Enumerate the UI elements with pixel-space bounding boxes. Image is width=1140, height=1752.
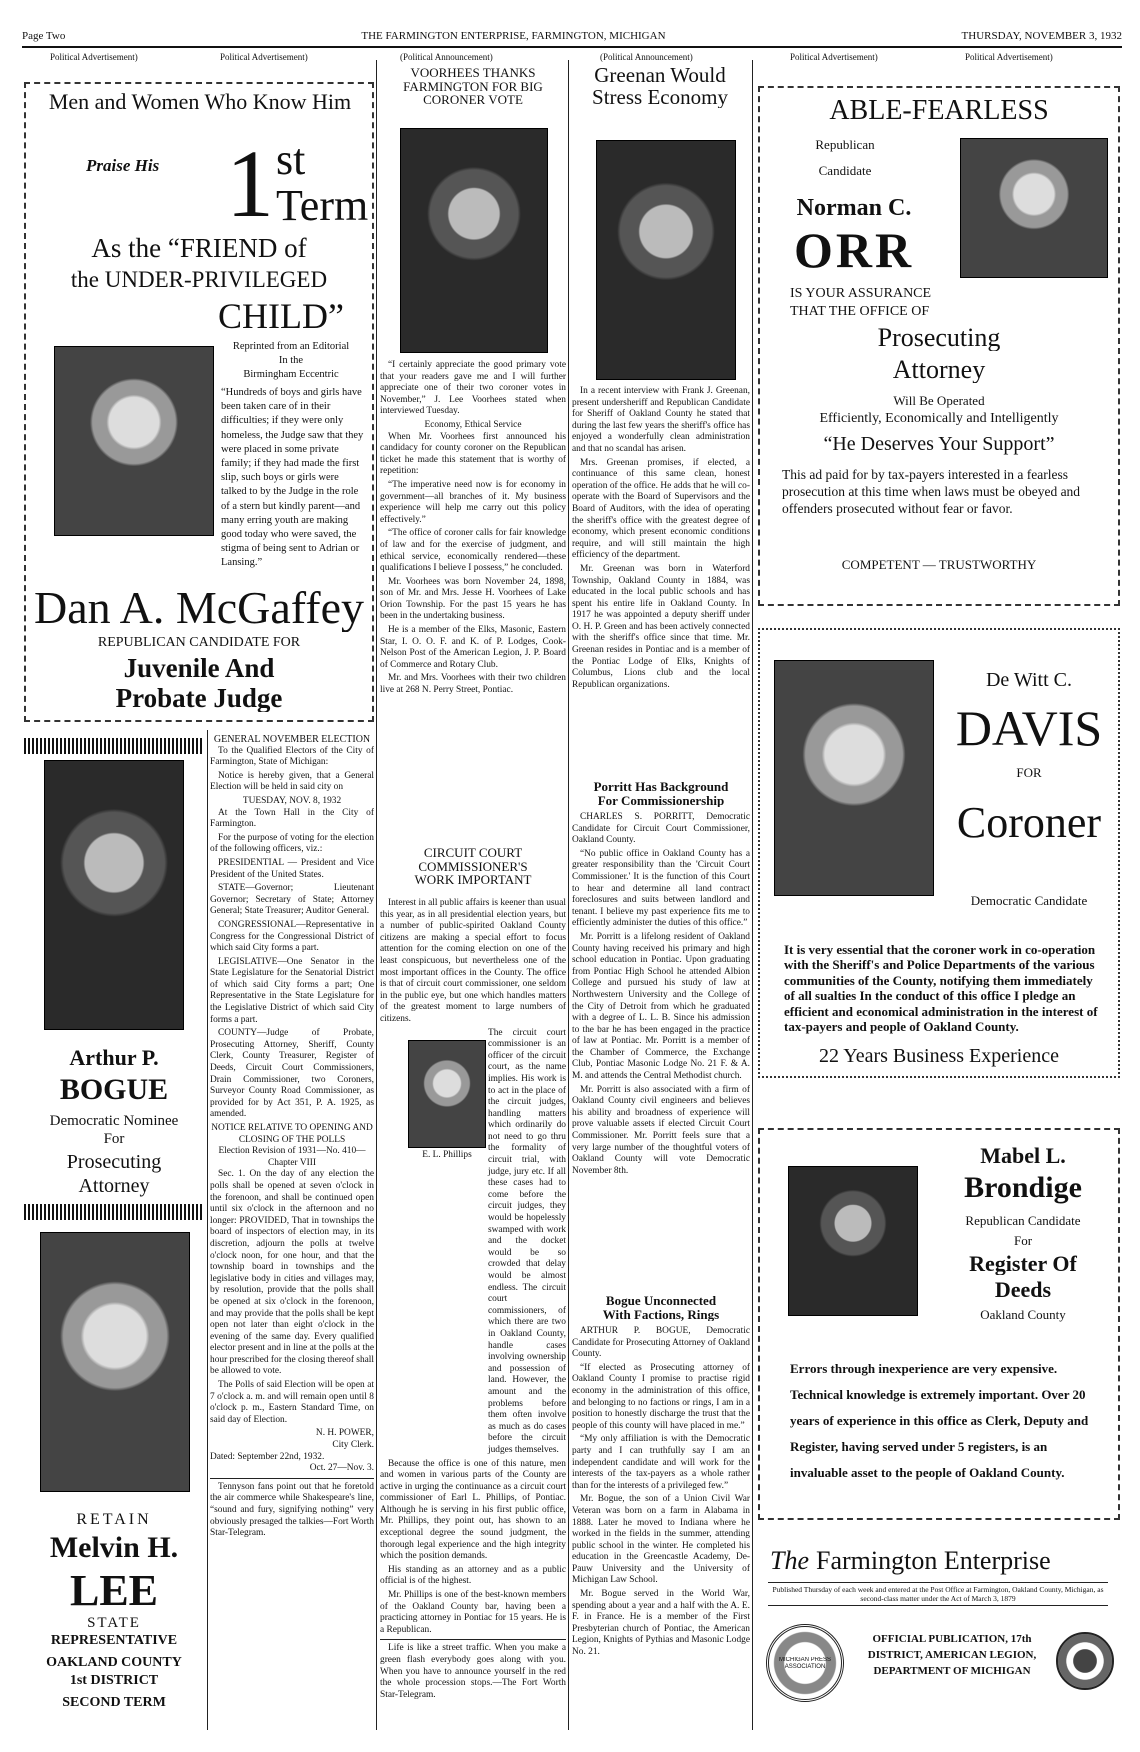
lee-line: STATE xyxy=(87,1616,141,1631)
headline-line: COMMISSIONER'S xyxy=(418,858,528,874)
seal-text: MICHIGAN PRESS ASSOCIATION xyxy=(778,1657,831,1670)
brondige-first-name: Mabel L. xyxy=(980,1144,1066,1168)
orr-first-name: Norman C. xyxy=(796,196,912,221)
article-paragraph: The circuit court commissioner is an officer of the circuit court, as the name implies. His work is to act in the place of the circuit judges, handling matters which ordinarily do not need to go thru the formality of circuit trial, with judge, jury etc. If all these cases had to come before the circuit judges, they would be hopelessly swamped with work and the docket would be so crowded that delay would be almost endless. The circuit court commissioners, of which there are two in Oakland County, handle cases involving ownership and possession of land. However, the amount and the problems before them often involve as much as do cases before the circuit judges themselves. xyxy=(488,1027,566,1455)
notice-paragraph: STATE—Governor; Lieutenant Governor; Secretary of State; Attorney General; State Treasurer; Auditor General. xyxy=(210,883,374,917)
article-paragraph: “The office of coroner calls for fair knowledge of law and for the exercise of judgment, and ethical service, economically rendered—these qualifications I believe I possess,” he concluded. xyxy=(380,528,566,574)
greenan-headline: Greenan Would Stress Economy xyxy=(592,64,728,109)
bogue-line: Prosecuting xyxy=(66,1152,162,1173)
page-header xyxy=(22,30,1122,48)
brondige-party: Republican Candidate xyxy=(965,1214,1081,1228)
lee-line: SECOND TERM xyxy=(62,1696,166,1710)
davis-first-name: De Witt C. xyxy=(985,670,1073,691)
article-paragraph: Mrs. Greenan promises, if elected, a continuance of this same clean, honest operation of the office. He adds that he will co-operate with the Board of Supervisors and the Board of Auditors, with the idea of operating the sheriff's office with the greatest degree of economy, which present economic conditions require, and will still maintain the high efficiency of the department. xyxy=(572,457,750,561)
davis-photo xyxy=(774,660,934,896)
notice-paragraph: At the Town Hall in the City of Farmington. xyxy=(210,807,374,830)
article-subhead: Economy, Ethical Service xyxy=(424,419,522,430)
reprint-source xyxy=(216,340,366,382)
signature: N. H. POWER, xyxy=(315,1428,374,1439)
headline-line: Bogue Unconnected xyxy=(605,1294,717,1308)
orr-efficiency: Efficiently, Economically and Intelligently xyxy=(819,412,1059,426)
headline-line: WORK IMPORTANT xyxy=(414,872,532,887)
filler-paragraph: Tennyson fans point out that he foretold the air commerce while Shakespeare's line, “sound and fury, signifying nothing” very obviously presaged the talkies—Fort Worth Star-Telegram. xyxy=(210,1481,374,1539)
brondige-last-name: Brondige xyxy=(964,1172,1082,1204)
article-paragraph: Mr. Bogue, the son of a Union Civil War Veteran was born on a farm in Alabama in 1888. Later he moved to Indiana where he worked in the fields in the summer, attending public school in the winter. He completed his education in the Greencastle Academy, De-Pauw University and the University of Michigan Law School. xyxy=(572,1494,750,1586)
orr-ad xyxy=(758,86,1120,606)
notice-run-dates: Oct. 27—Nov. 3. xyxy=(309,1463,374,1474)
bogue-first-name: Arthur P. xyxy=(69,1046,159,1070)
column-rule xyxy=(207,730,208,1730)
article-paragraph: Mr. Bogue served in the World War, spending about a year and a half with the A. E. F. in France. He is a member of the First Presbyterian church of Pontiac, the American Legion, Knights of Pythias and Masonic Lodge No. 21. xyxy=(572,1589,750,1658)
page-number: Page Two xyxy=(22,30,66,42)
notice-paragraph: PRESIDENTIAL — President and Vice President of the United States. xyxy=(210,857,374,880)
retain-text: RETAIN xyxy=(76,1512,152,1528)
article-paragraph: Mr. and Mrs. Voorhees with their two children live at 268 N. Perry Street, Pontiac. xyxy=(380,673,566,696)
headline-line: CIRCUIT COURT xyxy=(423,846,523,860)
article-paragraph: When Mr. Voorhees first announced his candidacy for county coroner on the Republican ticket he made this statement that is worthy of repetition: xyxy=(380,431,566,477)
orr-slogan: “He Deserves Your Support” xyxy=(823,434,1055,455)
praise-text: Praise His xyxy=(86,156,160,175)
press-association-seal xyxy=(766,1624,844,1702)
lee-last-name: LEE xyxy=(69,1568,159,1615)
friend-line-3: CHILD” xyxy=(218,298,344,336)
mcgaffey-ad xyxy=(24,82,374,722)
orr-body: This ad paid for by tax-payers interested in a fearless prosecution at this time when laws must be obeyed and offenders prosecuted without fear or favor. xyxy=(782,467,1081,516)
label: Political Advertisement) xyxy=(790,52,878,62)
voorhees-article xyxy=(380,360,566,840)
candidate-name: Dan A. McGaffey xyxy=(34,584,364,633)
bogue-photo xyxy=(44,760,184,1030)
ad-headline: Men and Women Who Know Him xyxy=(48,90,352,114)
masthead-name: Farmington Enterprise xyxy=(816,1546,1051,1575)
election-notice xyxy=(210,734,374,1724)
reprint-line: Birmingham Eccentric xyxy=(243,369,339,380)
notice-paragraph: Sec. 1. On the day of any election the polls shall be opened at seven o'clock in the forenoon, and shall be continued open until six o'clock in the afternoon and no longer: PROVIDED, That in townships the board of inspectors of election may, in its discretion, adjourn the polls at twelve o'clock noon, for one hour, and that the township board in townships and the legislative body in cities and villages may, by resolution, provide that the polls shall be opened at six o'clock in the forenoon, and may provide that the polls shall be kept open not later than eight o'clock in the evening of the same day. Every qualified elector present and in line at the polls at the hour prescribed for the closing thereof shall be allowed to vote. xyxy=(210,1169,374,1377)
column-rule xyxy=(752,60,753,1730)
article-paragraph: “No public office in Oakland County has a greater responsibility than the 'Circuit Court Commissioner.' It is the function of this Court to hear and determine all land contract foreclosures and suits between landlord and tenant. I believe my past experience fits me to efficiently administer the duties of this office.” xyxy=(572,848,750,929)
official-line: OFFICIAL PUBLICATION, 17th xyxy=(872,1634,1032,1645)
term-text: Term xyxy=(276,181,369,230)
notice-paragraph: To the Qualified Electors of the City of Farmington, State of Michigan: xyxy=(210,745,374,768)
candidate-for: REPUBLICAN CANDIDATE FOR xyxy=(97,636,301,650)
notice-subhead: NOTICE RELATIVE TO OPENING AND CLOSING OF THE POLLS xyxy=(211,1123,373,1145)
lee-line: REPRESENTATIVE xyxy=(50,1634,178,1648)
brondige-body: Errors through inexperience are very expensive. Technical knowledge is extremely important. Over 20 years of experience in this office as Clerk, Deputy and Register, having served under 5 registers, is an invaluable asset to the people of Oakland County. xyxy=(790,1361,1089,1480)
lee-first-name: Melvin H. xyxy=(49,1532,179,1564)
masthead xyxy=(758,1542,1120,1726)
orr-office: Prosecuting xyxy=(877,324,1001,352)
brondige-office: Deeds xyxy=(994,1278,1052,1302)
bogue-article xyxy=(572,1326,750,1726)
article-paragraph: Mr. Porritt is also associated with a firm of Oakland County civil engineers and believes his ability and broadness of experience will prove valuable assets if elected Circuit Court Commissioner. Mr. Porritt feels sure that a very large number of the thoughtful voters of Oakland County will vote Democratic November 8th. xyxy=(572,1084,750,1176)
friend-line-2: the UNDER-PRIVILEGED xyxy=(70,268,328,292)
orr-last-name: ORR xyxy=(793,224,915,277)
orr-footer: COMPETENT — TRUSTWORTHY xyxy=(841,558,1037,572)
greenan-photo xyxy=(596,140,736,380)
article-paragraph: “If elected as Prosecuting attorney of Oakland County I promise to practise rigid economy in the administration of this office, and belonging to no factions or rings, I am in a position to honestly discharge the trust that the people of this county will have placed in me.” xyxy=(572,1362,750,1431)
phillips-article xyxy=(380,898,566,1724)
filler-paragraph: Life is like a street traffic. When you make a green flash everybody goes along with you. When you have to announce yourself in the red the whole procession stops.—The Fort Worth Star-Telegram. xyxy=(380,1643,566,1700)
ordinal-suffix: st xyxy=(276,135,306,184)
brondige-ad xyxy=(758,1128,1120,1520)
porritt-article xyxy=(572,812,750,1282)
bogue-line: Democratic Nominee xyxy=(49,1114,179,1129)
article-paragraph: He is a member of the Elks, Masonic, Eastern Star, I. O. O. F. and K. of P. Lodges, Cook-Nelson Post of the American Legion, J. P. Board of Commerce and Rotary Club. xyxy=(380,625,566,670)
phillips-headline xyxy=(380,846,566,887)
greenan-article xyxy=(572,386,750,776)
orr-party: Republican xyxy=(815,138,875,152)
voorhees-headline: VOORHEES THANKS FARMINGTON FOR BIG CORONER VOTE xyxy=(403,66,543,107)
davis-office: Coroner xyxy=(956,800,1102,847)
orr-assurance: THAT THE OFFICE OF xyxy=(790,304,930,319)
orr-headline: ABLE-FEARLESS xyxy=(829,96,1049,126)
article-paragraph: Interest in all public affairs is keener than usual this year, as in all presidential election years, but a number of public-spirited Oakland County citizens are making a special effort to focus attention for the coming election on one of the least conspicuous, but nevertheless one of the most important offices in the County. The office is that of circuit court commissioner, one seldom in the public eye, but one which handles matters of the greatest moment to large numbers of citizens. xyxy=(380,898,566,1024)
legion-emblem-icon xyxy=(1056,1632,1114,1690)
mcgaffey-photo xyxy=(54,346,214,536)
rule-bars xyxy=(24,1204,204,1220)
notice-paragraph: The Polls of said Election will be open at 7 o'clock a. m. and will remain open until 8 o'clock p. m., Eastern Standard Time, on said day of Election. xyxy=(210,1380,374,1425)
signature: City Clerk. xyxy=(332,1440,374,1451)
article-paragraph: His standing as an attorney and as a public official is of the highest. xyxy=(380,1564,566,1587)
notice-paragraph: For the purpose of voting for the election of the following officers, viz.: xyxy=(210,832,374,855)
article-paragraph: “I certainly appreciate the good primary vote that your readers gave me and I will further appreciate one of their two coroner votes in November,” J. Lee Voorhees stated when interviewed Tuesday. xyxy=(380,360,566,417)
notice-dated: Dated: September 22nd, 1932. xyxy=(210,1451,325,1462)
brondige-office: Register Of xyxy=(969,1252,1077,1276)
election-date: TUESDAY, NOV. 8, 1932 xyxy=(242,795,342,806)
brondige-county: Oakland County xyxy=(980,1308,1066,1322)
office-line-1: Juvenile And xyxy=(123,654,275,683)
label: Political Advertisement) xyxy=(220,52,308,62)
column-rule xyxy=(376,60,377,1730)
article-paragraph: Mr. Greenan was born in Waterford Township, Oakland County in 1884, was educated in the local public schools and has spent his entire life in Oakland County. In 1917 he was appointed a deputy sheriff under O. H. P. Green and has been actively connected with the sheriff's office since that time. Mr. Greenan resides in Pontiac and is a member of the Pontiac Lodge of Elks, Knights of Columbus, Lions club and the local Republican organizations. xyxy=(572,563,750,690)
porritt-headline xyxy=(572,780,750,807)
official-line: DISTRICT, AMERICAN LEGION, xyxy=(867,1650,1037,1661)
office-line-2: Probate Judge xyxy=(115,684,283,713)
headline-line: Porritt Has Background xyxy=(593,780,729,794)
article-paragraph: ARTHUR P. BOGUE, Democratic Candidate for Prosecuting Attorney of Oakland County. xyxy=(572,1326,750,1360)
first-numeral: 1 xyxy=(226,136,274,232)
notice-title: GENERAL NOVEMBER ELECTION xyxy=(213,734,371,745)
article-paragraph: “The imperative need now is for economy in government—all branches of it. My business experience will help me carry out this policy effectively.” xyxy=(380,479,566,525)
davis-last-name: DAVIS xyxy=(955,702,1103,755)
friend-line-1: As the “FRIEND of xyxy=(91,234,307,263)
orr-assurance: IS YOUR ASSURANCE xyxy=(790,286,932,301)
notice-paragraph: Notice is hereby given, that a General Election will be held in said city on xyxy=(210,770,374,793)
notice-paragraph: LEGISLATIVE—One Senator in the State Legislature for the Senatorial District of which said City forms a part; One Representative in the State Legislature for the Legislative District of which said City forms a part. xyxy=(210,956,374,1025)
reprint-line: Reprinted from an Editorial xyxy=(232,341,350,352)
reprint-line: In the xyxy=(278,355,304,366)
davis-body: It is very essential that the coroner work in co-operation with the Sheriff's and Police Departments of the various communities of the County, notifying them immediately of all sualties In the conduct of this office I pledge an efficient and economical administration in the interest of tax-payers and people of Oakland County. xyxy=(784,942,1098,1035)
editorial-quote: “Hundreds of boys and girls have been taken care of in their difficulties; if they were only homeless, the Judge saw that they were placed in some private family; if they had made the first slip, such boys or girls were talked to by the Judge in the role of a stern but kindly parent—and many erring youth are making good today who were saved, the stigma of being sent to Adrian or Lansing.” xyxy=(221,387,364,569)
article-paragraph: Mr. Porritt is a lifelong resident of Oakland County having received his primary and high school education in Pontiac. Upon graduating from Pontiac High School he attended Albion College and pursued his study of law at Northwestern University and the College of the City of Detroit from which he graduated with a degree of L. L. B. Since his admission to the bar he has been engaged in the practice of law at Pontiac. Mr. Porritt is a member of the Chamber of Commerce, the Exchange Club, Pontiac Masonic Lodge No. 21 F. & A. M. and attends the Central Methodist church. xyxy=(572,931,750,1082)
davis-experience: 22 Years Business Experience xyxy=(819,1046,1059,1067)
headline-line: For Commissionership xyxy=(597,792,725,808)
label: Political Advertisement) xyxy=(50,52,138,62)
article-paragraph: “My only affiliation is with the Democratic party and I can truthfully say I am an independent candidate and will work for the interests of the tax-payers as a whole rather than for the interests of a privileged few.” xyxy=(572,1434,750,1491)
davis-party: Democratic Candidate xyxy=(970,894,1088,908)
label: (Political Announcement) xyxy=(600,52,693,62)
bogue-last-name: BOGUE xyxy=(59,1074,169,1106)
label: Political Advertisement) xyxy=(965,52,1053,62)
headline-line: With Factions, Rings xyxy=(602,1306,720,1322)
brondige-for: For xyxy=(1013,1234,1033,1248)
article-paragraph: CHARLES S. PORRITT, Democratic Candidate for Circuit Court Commissioner, Oakland County. xyxy=(572,812,750,846)
notice-revision: Election Revision of 1931—No. 410—Chapter VIII xyxy=(218,1146,366,1168)
rule-bars xyxy=(24,738,204,754)
davis-ad xyxy=(758,628,1120,1078)
orr-photo xyxy=(960,138,1108,278)
orr-office: Attorney xyxy=(892,356,986,384)
notice-paragraph: CONGRESSIONAL—Representative in Congress for the Congressional District of which said City forms a part. xyxy=(210,919,374,954)
masthead-the: The xyxy=(770,1546,809,1575)
issue-date: THURSDAY, NOVEMBER 3, 1932 xyxy=(961,30,1122,42)
notice-paragraph: COUNTY—Judge of Probate, Prosecuting Attorney, Sheriff, County Clerk, County Treasurer, Register of Deeds, Circuit Court Commissioners, Drain Commissioner, two Coroners, Surveyor County Road Commissioner, as provided for by Act 351, P. A. 1925, as amended. xyxy=(210,1028,374,1120)
orr-candidate: Candidate xyxy=(818,164,872,178)
davis-for: FOR xyxy=(1016,766,1042,780)
article-paragraph: Mr. Voorhees was born November 24, 1898, son of Mr. and Mrs. Jesse H. Voorhees of Lake Orion Township. For the past 15 years he has been in the undertaking business. xyxy=(380,576,566,622)
column-rule xyxy=(568,60,569,1730)
lee-line: OAKLAND COUNTY xyxy=(46,1656,182,1670)
lee-line: 1st DISTRICT xyxy=(69,1674,159,1688)
publication-notice: Published Thursday of each week and entered at the Post Office at Farmington, Oakland County, Michigan, as second-class matter under the Act of March 3, 1879 xyxy=(768,1582,1108,1606)
voorhees-photo xyxy=(400,128,548,353)
bogue-line: For xyxy=(103,1132,125,1147)
brondige-photo xyxy=(788,1166,918,1316)
bogue-line: Attorney xyxy=(78,1176,150,1197)
bogue-headline xyxy=(572,1294,750,1321)
lee-photo xyxy=(40,1232,190,1492)
official-line: DEPARTMENT OF MICHIGAN xyxy=(873,1666,1031,1677)
phillips-caption: E. L. Phillips xyxy=(422,1150,472,1160)
paper-title: THE FARMINGTON ENTERPRISE, FARMINGTON, MICHIGAN xyxy=(361,30,666,42)
article-paragraph: Mr. Phillips is one of the best-known members of the Oakland County bar, having been a practicing attorney in Pontiac for 15 years. He is a Republican. xyxy=(380,1590,566,1635)
orr-will: Will Be Operated xyxy=(893,394,985,408)
article-paragraph: In a recent interview with Frank J. Greenan, present undersheriff and Republican Candidate for Sheriff of Oakland County he stated that during the last few years the sheriff's office has enjoyed a wonderfully clean administration and that no scandal has arisen. xyxy=(572,386,750,454)
label: (Political Announcement) xyxy=(400,52,493,62)
article-paragraph: Because the office is one of this nature, men and women in various parts of the County are active in urging the continuance as a circuit court commissioner of Earl L. Phillips, of Pontiac. Although he is serving in his first public office, Mr. Phillips, they point out, has shown to an exceptional degree the sound judgment, the thorough legal experience and the high integrity which the position demands. xyxy=(380,1458,566,1562)
